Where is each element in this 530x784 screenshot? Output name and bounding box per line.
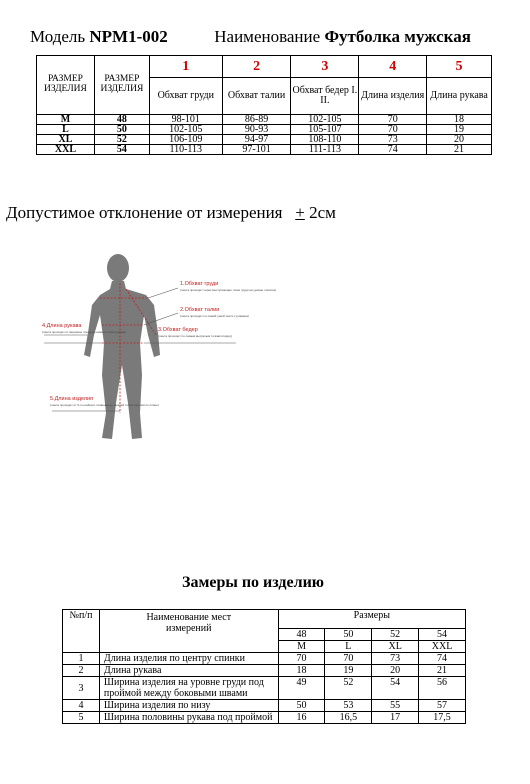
model-header xyxy=(30,27,471,47)
fig-note-5: (лента проходит от 6-го шейного позвонка до нижней точки изделия по спине) xyxy=(50,403,159,407)
size-number: 48 xyxy=(278,629,325,641)
size-value: 110-113 xyxy=(149,145,222,155)
size-row xyxy=(37,135,492,145)
fig-label-4: 4.Длина рукава xyxy=(42,323,82,329)
size-letter: L xyxy=(325,641,372,653)
size-value: 106-109 xyxy=(149,135,222,145)
size-value: 74 xyxy=(359,145,427,155)
measure-row xyxy=(63,712,466,724)
row-value: 52 xyxy=(325,677,372,700)
row-value: 55 xyxy=(372,700,419,712)
row-name: Длина изделия по центру спинки xyxy=(99,653,278,665)
size-row xyxy=(37,115,492,125)
size-row xyxy=(37,145,492,155)
tolerance-value: 2см xyxy=(309,203,336,222)
col-number: 4 xyxy=(359,56,427,78)
model-code: NPM1-002 xyxy=(89,27,168,46)
tolerance-sign: + xyxy=(295,203,305,222)
row-name: Ширина изделия по низу xyxy=(99,700,278,712)
col-label: Обхват бедер I. II. xyxy=(291,78,359,115)
fig-note-4: (лента проходит от вершины плеча до нижнего края рукава) xyxy=(42,330,126,334)
row-name: Ширина изделия на уровне груди под проймой между боковыми швами xyxy=(99,677,278,700)
row-value: 19 xyxy=(325,665,372,677)
size-value: 18 xyxy=(427,115,492,125)
size-letter: XXL xyxy=(37,145,95,155)
size-value: 108-110 xyxy=(291,135,359,145)
size-value: 70 xyxy=(359,115,427,125)
col-label: Длина изделия xyxy=(359,78,427,115)
col-label: Обхват груди xyxy=(149,78,222,115)
row-value: 20 xyxy=(372,665,419,677)
col-header-num: №п/п xyxy=(63,610,100,653)
fig-note-2: (лента проходит по самой узкой части туловища) xyxy=(180,314,249,318)
size-value: 70 xyxy=(359,125,427,135)
row-value: 50 xyxy=(278,700,325,712)
size-number: 50 xyxy=(325,629,372,641)
size-number: 52 xyxy=(94,135,149,145)
tolerance-text: Допустимое отклонение от измерения xyxy=(6,203,283,222)
row-value: 21 xyxy=(419,665,466,677)
size-table xyxy=(36,55,492,155)
size-value: 20 xyxy=(427,135,492,145)
size-letter: XL xyxy=(372,641,419,653)
size-value: 19 xyxy=(427,125,492,135)
measure-row xyxy=(63,677,466,700)
row-number: 1 xyxy=(63,653,100,665)
col-number: 1 xyxy=(149,56,222,78)
size-number: 54 xyxy=(94,145,149,155)
size-letter: XXL xyxy=(419,641,466,653)
row-value: 16,5 xyxy=(325,712,372,724)
size-value: 73 xyxy=(359,135,427,145)
row-value: 17,5 xyxy=(419,712,466,724)
row-value: 54 xyxy=(372,677,419,700)
col-header-sizes: Размеры xyxy=(278,610,465,629)
measure-row xyxy=(63,700,466,712)
row-value: 17 xyxy=(372,712,419,724)
measurement-figure xyxy=(8,243,298,443)
row-number: 3 xyxy=(63,677,100,700)
size-value: 21 xyxy=(427,145,492,155)
row-name: Длина рукава xyxy=(99,665,278,677)
size-value: 97-101 xyxy=(222,145,291,155)
size-value: 102-105 xyxy=(291,115,359,125)
measure-table xyxy=(62,609,466,724)
row-value: 49 xyxy=(278,677,325,700)
size-number: 52 xyxy=(372,629,419,641)
size-header-1: РАЗМЕР ИЗДЕЛИЯ xyxy=(37,56,95,115)
size-value: 86-89 xyxy=(222,115,291,125)
size-letter: L xyxy=(37,125,95,135)
row-value: 53 xyxy=(325,700,372,712)
fig-note-3: (лента проходит по самым выпуклым точкам ягодиц) xyxy=(158,334,232,338)
model-label: Модель xyxy=(30,27,86,46)
row-value: 70 xyxy=(325,653,372,665)
name-label: Наименование xyxy=(214,27,321,46)
size-value: 90-93 xyxy=(222,125,291,135)
row-value: 70 xyxy=(278,653,325,665)
size-letter: M xyxy=(37,115,95,125)
row-value: 18 xyxy=(278,665,325,677)
row-value: 57 xyxy=(419,700,466,712)
row-number: 5 xyxy=(63,712,100,724)
name-value: Футболка мужская xyxy=(324,27,471,46)
fig-label-3: 3.Обхват бедер xyxy=(158,327,198,333)
col-number: 5 xyxy=(427,56,492,78)
col-header-name: Наименование мест измерений xyxy=(99,610,278,653)
size-letter: XL xyxy=(37,135,95,145)
row-value: 16 xyxy=(278,712,325,724)
row-value: 73 xyxy=(372,653,419,665)
size-header-2: РАЗМЕР ИЗДЕЛИЯ xyxy=(94,56,149,115)
size-number: 54 xyxy=(419,629,466,641)
measure-title: Замеры по изделию xyxy=(182,574,325,591)
size-value: 98-101 xyxy=(149,115,222,125)
col-number: 3 xyxy=(291,56,359,78)
row-value: 74 xyxy=(419,653,466,665)
row-name: Ширина половины рукава под проймой xyxy=(99,712,278,724)
size-number: 48 xyxy=(94,115,149,125)
size-value: 111-113 xyxy=(291,145,359,155)
col-label: Длина рукава xyxy=(427,78,492,115)
size-value: 105-107 xyxy=(291,125,359,135)
col-number: 2 xyxy=(222,56,291,78)
size-letter: M xyxy=(278,641,325,653)
col-label: Обхват талии xyxy=(222,78,291,115)
row-value: 56 xyxy=(419,677,466,700)
fig-note-1: (лента проходит через выступающие точки груди на уровне лопаток) xyxy=(180,288,277,292)
tolerance-note xyxy=(6,203,336,223)
measure-row xyxy=(63,653,466,665)
measure-row xyxy=(63,665,466,677)
size-value: 102-105 xyxy=(149,125,222,135)
fig-label-5: 5.Длина изделия xyxy=(50,396,94,402)
size-value: 94-97 xyxy=(222,135,291,145)
size-number: 50 xyxy=(94,125,149,135)
row-number: 2 xyxy=(63,665,100,677)
row-number: 4 xyxy=(63,700,100,712)
fig-label-2: 2.Обхват талии xyxy=(180,307,220,313)
fig-label-1: 1.Обхват груди xyxy=(180,281,219,287)
size-row xyxy=(37,125,492,135)
